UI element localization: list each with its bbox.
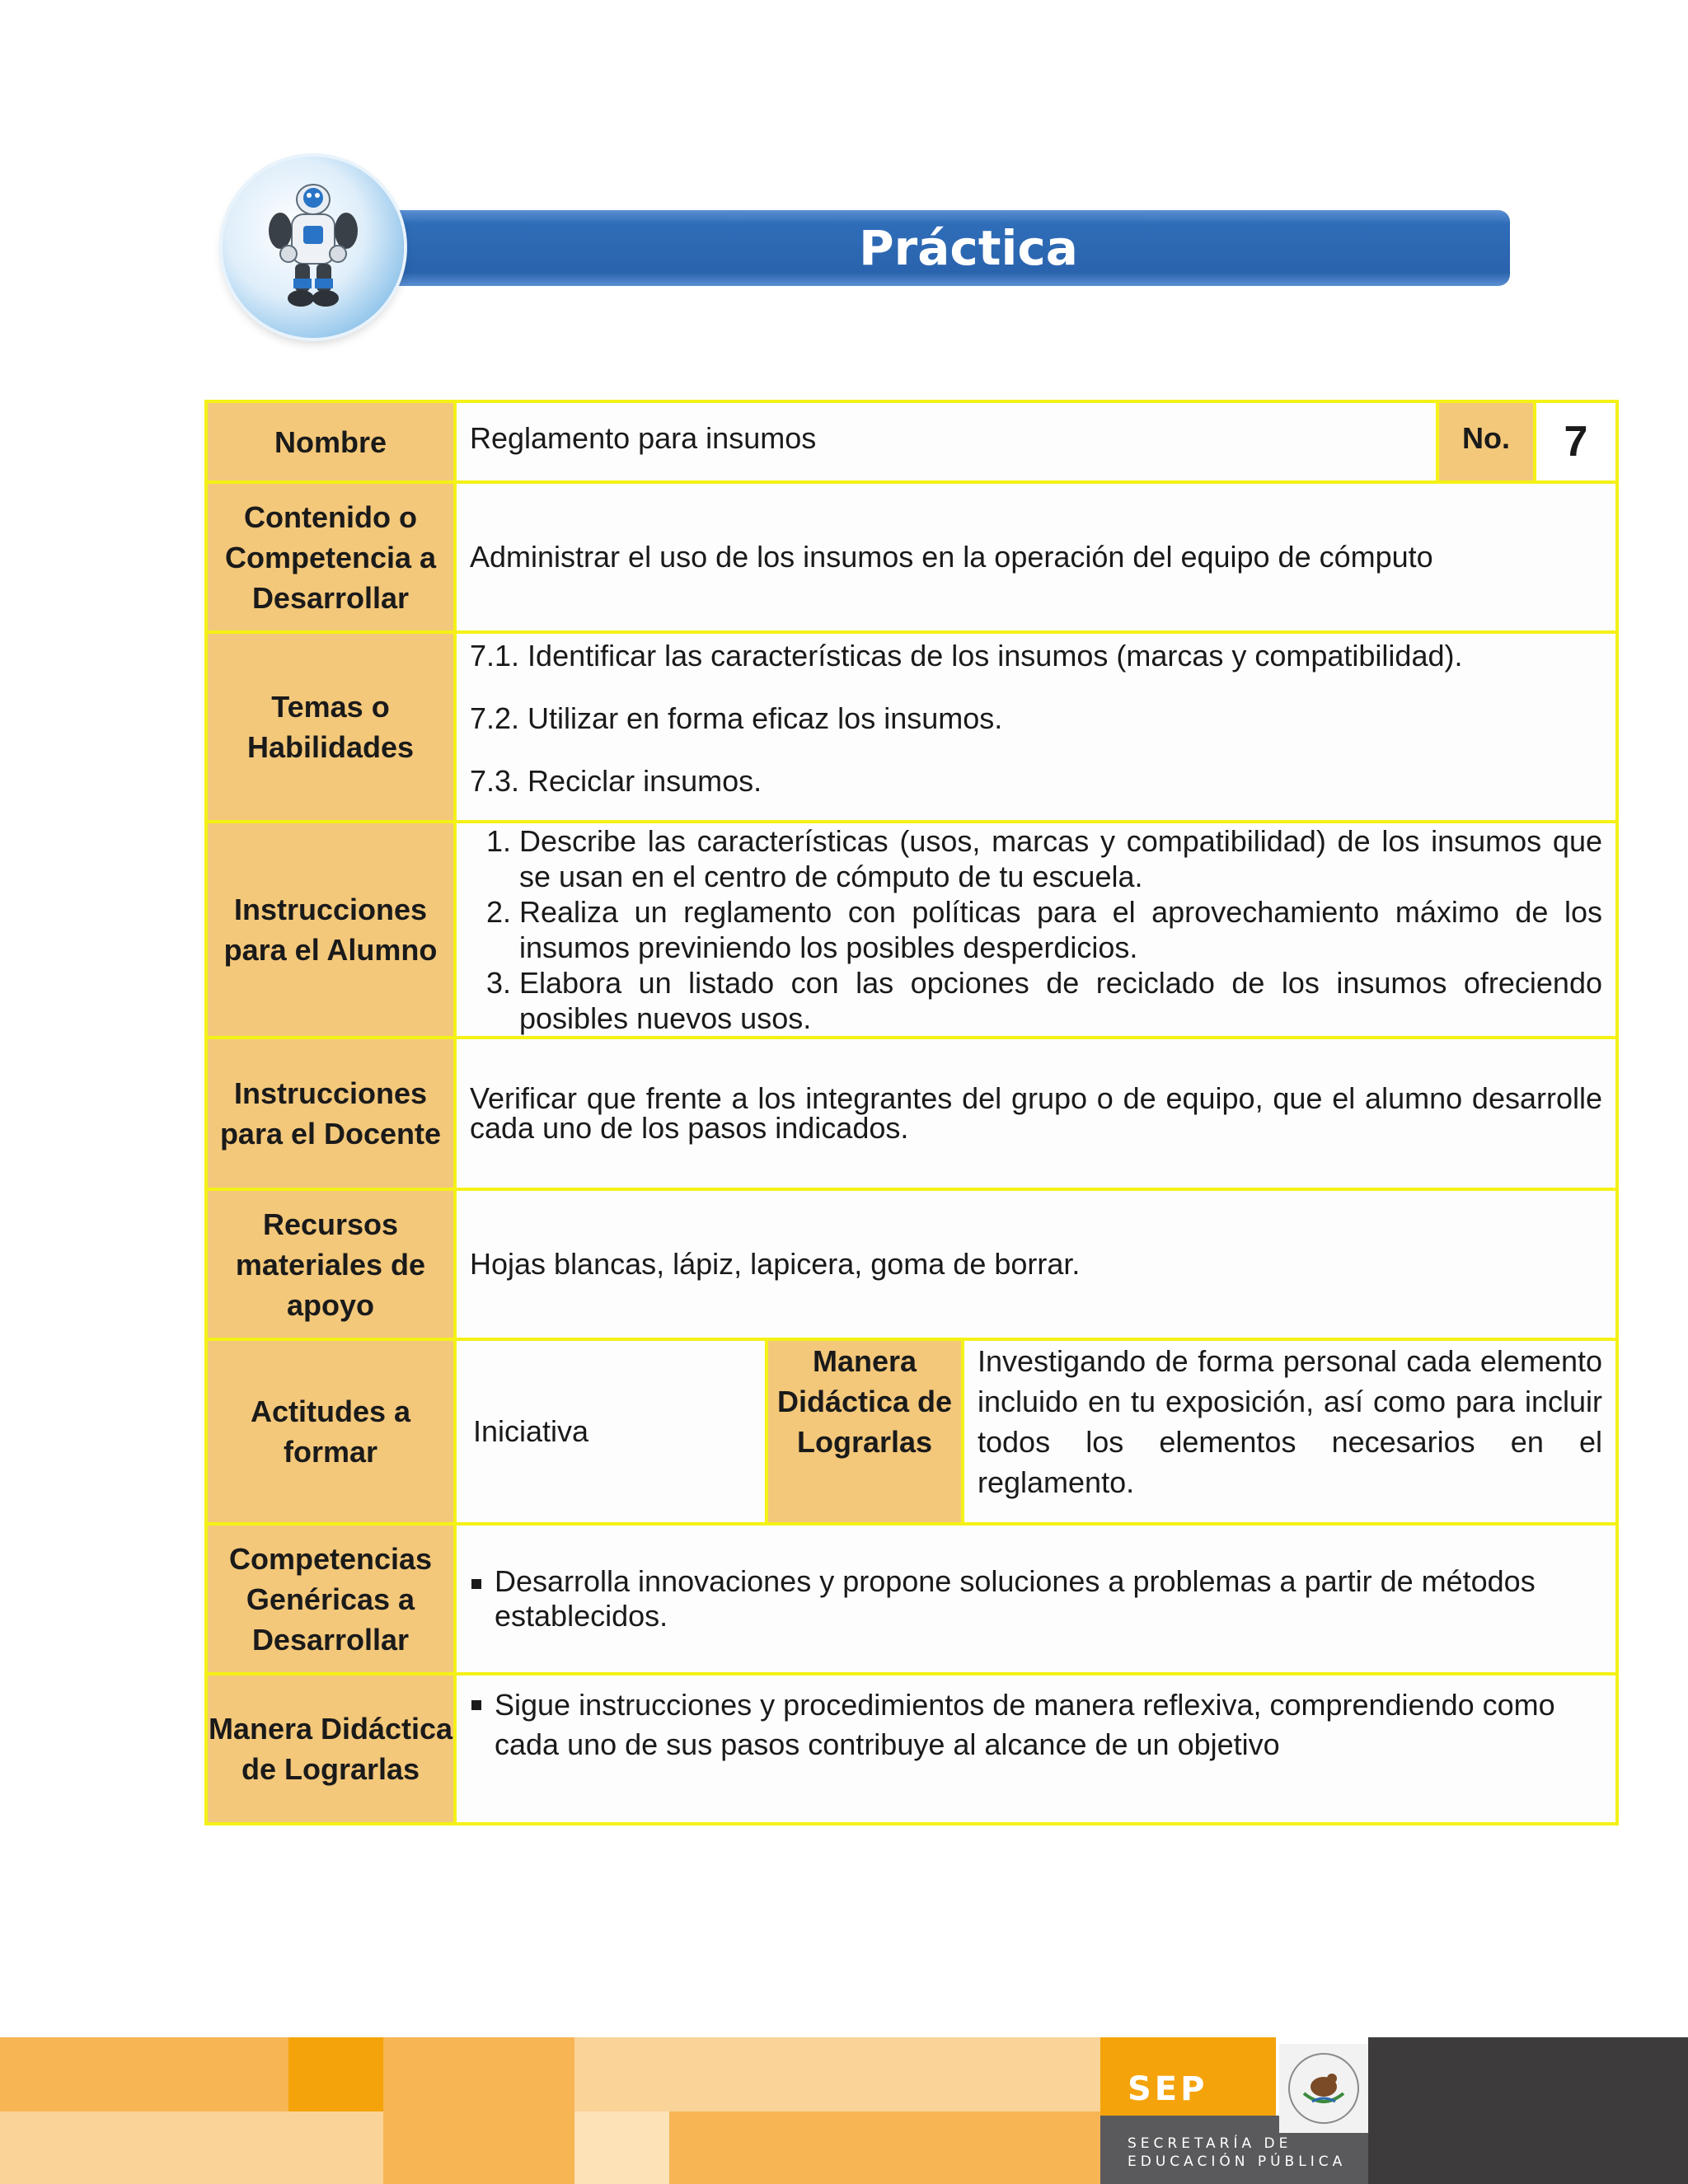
value-recursos: Hojas blancas, lápiz, lapicera, goma de borrar. <box>455 1189 1617 1339</box>
value-instrucciones-alumno <box>455 822 1617 1038</box>
label-competencias: Competencias Genéricas a Desarrollar <box>206 1524 455 1674</box>
row-actitudes <box>206 1339 1617 1524</box>
value-temas <box>455 632 1617 822</box>
footer-band <box>0 2037 1688 2184</box>
value-contenido: Administrar el uso de los insumos en la operación del equipo de cómputo <box>455 482 1617 632</box>
sep-subtitle <box>1128 2135 1375 2171</box>
robot-mascot-icon <box>223 157 404 338</box>
mexico-seal-icon <box>1279 2044 1368 2133</box>
label-no <box>1437 401 1535 482</box>
label-contenido: Contenido o Competencia a Desarrollar <box>206 482 455 632</box>
row-manera <box>206 1674 1617 1824</box>
competencia-item: Desarrolla innovaciones y propone soluciones a problemas a partir de métodos establecidos. <box>470 1564 1602 1633</box>
label-manera-actitudes: Manera Didáctica de Lograrlas <box>767 1339 963 1524</box>
practice-table <box>204 400 1619 1825</box>
label-temas: Temas o Habilidades <box>206 632 455 822</box>
value-manera-actitudes: Investigando de forma personal cada elemento incluido en tu exposición, así como para incluir todos los elementos necesarios en el reglamento. <box>963 1339 1617 1524</box>
row-instrucciones-docente <box>206 1038 1617 1189</box>
label-actitudes: Actitudes a formar <box>206 1339 455 1524</box>
no-label-text: No. <box>1462 421 1510 455</box>
nombre-text: Reglamento para insumos <box>470 421 817 455</box>
value-manera <box>455 1674 1617 1824</box>
value-nombre <box>455 401 1437 482</box>
tema-item-1: 7.1. Identificar las características de los insumos (marcas y compatibilidad). <box>470 639 1463 673</box>
alumno-step-2: 2. Realiza un reglamento con políticas para el aprovechamiento máximo de los insumos previniendo los posibles desperdicios. <box>519 894 1602 965</box>
label-instrucciones-alumno: Instrucciones para el Alumno <box>206 822 455 1038</box>
sep-logo: SEP <box>1128 2070 1208 2108</box>
label-manera: Manera Didáctica de Lograrlas <box>206 1674 455 1824</box>
row-instrucciones-alumno <box>206 822 1617 1038</box>
label-instrucciones-docente: Instrucciones para el Docente <box>206 1038 455 1189</box>
tema-item-3: 7.3. Reciclar insumos. <box>470 764 762 798</box>
alumno-steps-list <box>470 823 1602 1036</box>
row-temas <box>206 632 1617 822</box>
sep-subtitle-line2: EDUCACIÓN PÚBLICA <box>1128 2154 1347 2170</box>
row-competencias <box>206 1524 1617 1674</box>
competencias-list <box>470 1564 1602 1633</box>
value-instrucciones-docente: Verificar que frente a los integrantes del grupo o de equipo, que el alumno desarrolle cada uno de los pasos indicados. <box>455 1038 1617 1189</box>
row-contenido <box>206 482 1617 632</box>
alumno-step-3: 3. Elabora un listado con las opciones de reciclado de los insumos ofreciendo posibles nuevos usos. <box>519 965 1602 1036</box>
tema-item-2: 7.2. Utilizar en forma eficaz los insumos. <box>470 701 1003 735</box>
manera-list <box>470 1685 1602 1765</box>
page-title: Práctica <box>859 220 1078 276</box>
label-nombre: Nombre <box>206 401 455 482</box>
sep-subtitle-line1: SECRETARÍA DE <box>1128 2135 1292 2152</box>
practice-number: 7 <box>1535 401 1617 482</box>
manera-item: Sigue instrucciones y procedimientos de manera reflexiva, comprendiendo como cada uno de sus pasos contribuye al alcance de un objetivo <box>470 1685 1602 1765</box>
label-recursos: Recursos materiales de apoyo <box>206 1189 455 1339</box>
alumno-step-1: 1. Describe las características (usos, marcas y compatibilidad) de los insumos que se usan en el centro de cómputo de tu escuela. <box>519 823 1602 894</box>
value-actitudes: Iniciativa <box>455 1339 767 1524</box>
row-nombre <box>206 401 1617 482</box>
value-competencias <box>455 1524 1617 1674</box>
row-recursos <box>206 1189 1617 1339</box>
